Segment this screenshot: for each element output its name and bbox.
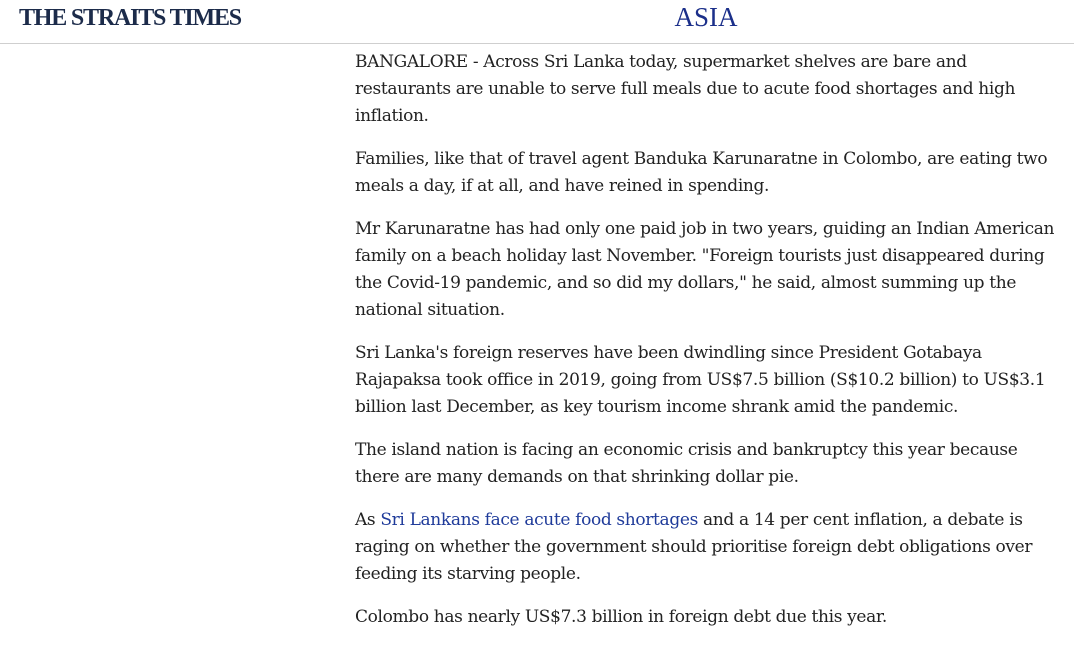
article-paragraph-6 (355, 507, 1055, 588)
site-logo[interactable]: THE STRAITS TIMES (19, 5, 241, 31)
article-body (355, 49, 1055, 647)
article-paragraph-1: BANGALORE - Across Sri Lanka today, supermarket shelves are bare and restaurants are unable to serve full meals due to acute food shortages and high inflation. (355, 52, 1016, 126)
food-shortages-link[interactable]: Sri Lankans face acute food shortages (380, 510, 698, 530)
section-label-text[interactable]: ASIA (674, 2, 738, 32)
article-paragraph-2: Families, like that of travel agent Banduka Karunaratne in Colombo, are eating two meals a day, if at all, and have reined in spending. (355, 149, 1048, 196)
site-header (0, 0, 1074, 44)
article-paragraph-7: Colombo has nearly US$7.3 billion in foreign debt due this year. (355, 607, 887, 627)
section-label[interactable] (0, 0, 1074, 34)
article-paragraph-4: Sri Lanka's foreign reserves have been dwindling since President Gotabaya Rajapaksa took office in 2019, going from US$7.5 billion (S$10.2 billion) to US$3.1 billion last December, as key tourism income shrank amid the pandemic. (355, 343, 1046, 417)
paragraph-6-lead: As (355, 510, 381, 530)
article-paragraph-5: The island nation is facing an economic crisis and bankruptcy this year because there are many demands on that shrinking dollar pie. (355, 440, 1018, 487)
article-paragraph-3: Mr Karunaratne has had only one paid job in two years, guiding an Indian American family on a beach holiday last November. "Foreign tourists just disappeared during the Covid-19 pandemic, and so did my dollars," he said, almost summing up the national situation. (355, 219, 1055, 320)
paragraph-6-rest: and a 14 per cent inflation, a debate is raging on whether the government should prioritise foreign debt obligations over feeding its starving people. (355, 510, 1033, 584)
